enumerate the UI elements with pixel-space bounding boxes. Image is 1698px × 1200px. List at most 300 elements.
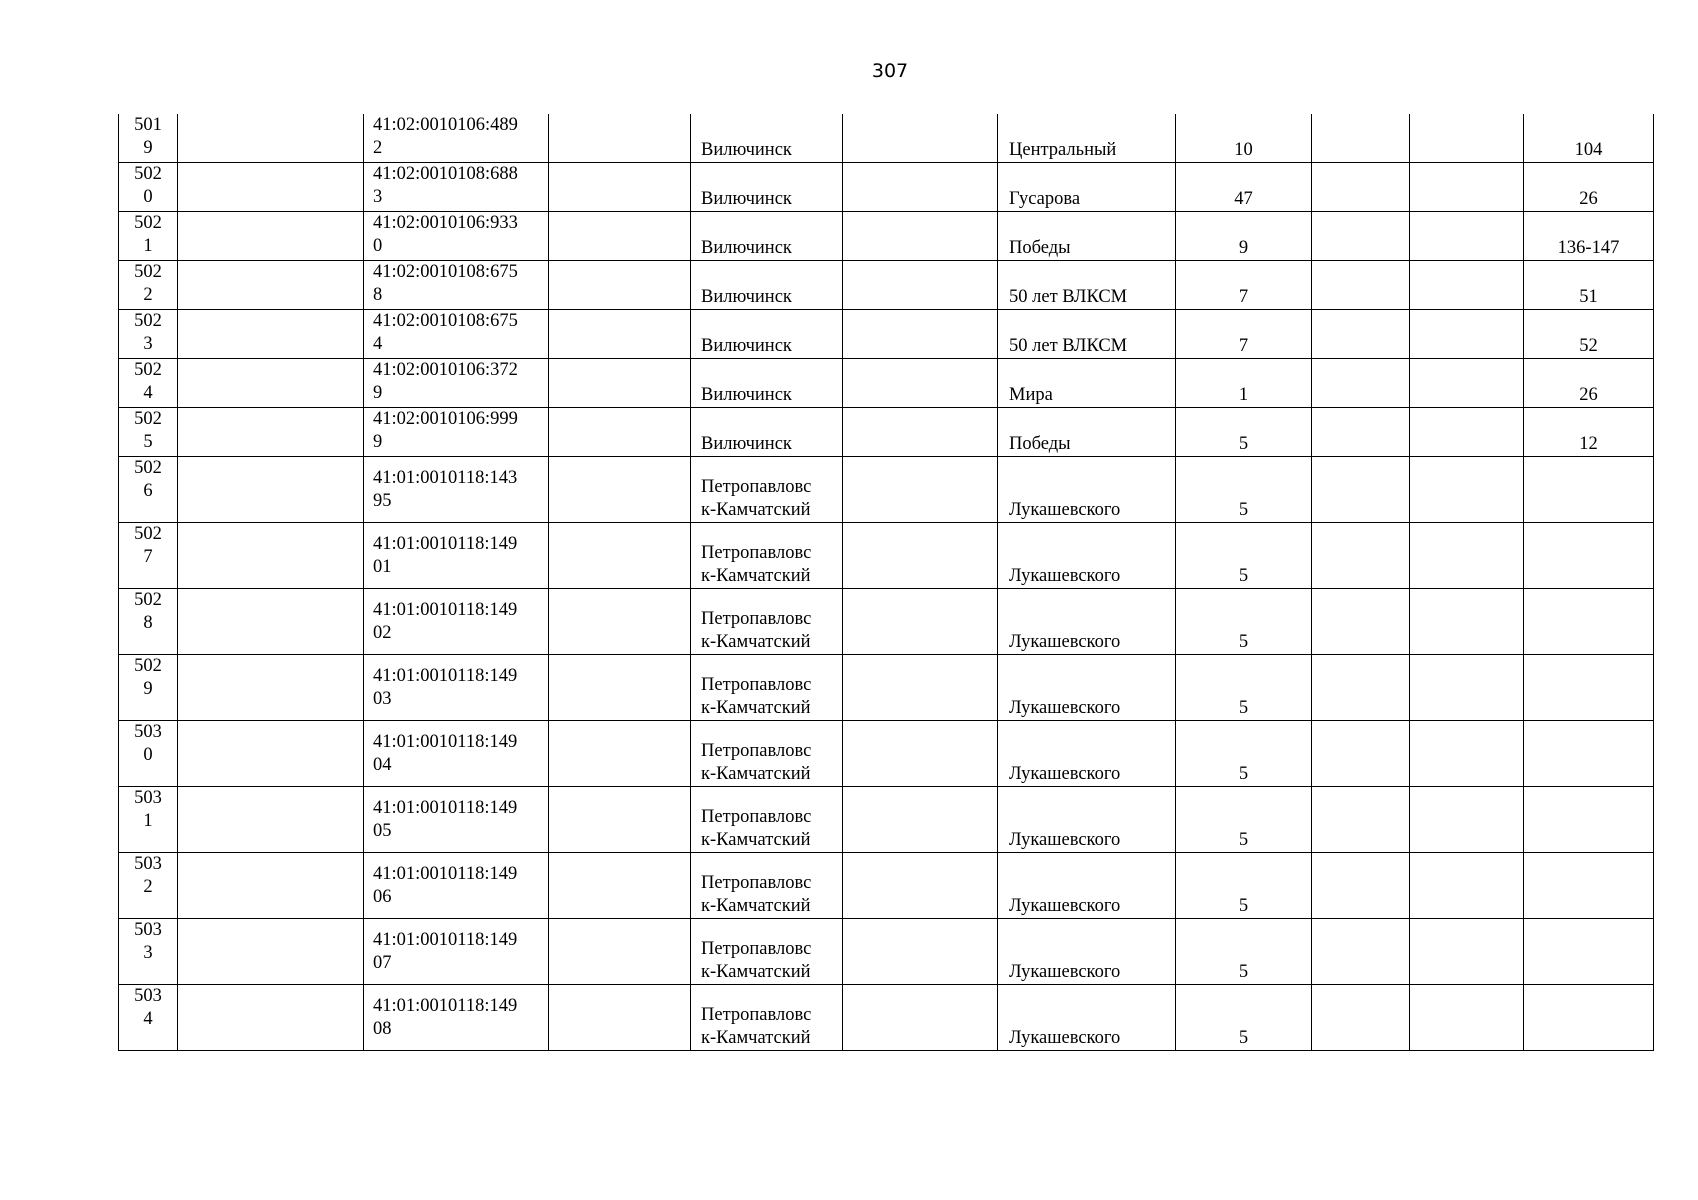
cadastral-number: 41:01:0010118:149 — [373, 599, 518, 620]
row-number: 3 — [143, 334, 153, 354]
row-number-cell — [119, 408, 178, 457]
empty-cell — [1312, 261, 1410, 310]
row-number: 0 — [143, 745, 153, 765]
row-number: 502 — [134, 458, 162, 478]
city-name: к-Камчатский — [701, 1028, 811, 1048]
row-number-cell — [119, 655, 178, 721]
row-number-cell — [119, 919, 178, 985]
empty-cell — [1312, 359, 1410, 408]
cadastral-number-cell — [364, 310, 549, 359]
empty-cell — [178, 589, 364, 655]
house-number: 5 — [1238, 830, 1249, 850]
table-row — [119, 359, 1654, 408]
empty-cell — [178, 114, 364, 163]
street-cell — [998, 359, 1176, 408]
city-name: Петропавловс — [701, 807, 812, 827]
city-name: Вилючинск — [701, 287, 792, 307]
empty-cell — [843, 457, 998, 523]
street-cell — [998, 457, 1176, 523]
empty-cell — [1312, 523, 1410, 589]
empty-cell — [843, 919, 998, 985]
empty-cell — [1312, 163, 1410, 212]
row-number-cell — [119, 261, 178, 310]
city-cell — [691, 408, 843, 457]
empty-cell — [843, 985, 998, 1051]
table-row — [119, 655, 1654, 721]
row-number: 7 — [143, 547, 153, 567]
row-number-cell — [119, 212, 178, 261]
apartment-cell — [1524, 655, 1654, 721]
city-name: Петропавловс — [701, 609, 812, 629]
street-name: Лукашевского — [1009, 500, 1121, 520]
row-number-cell — [119, 359, 178, 408]
table-row — [119, 919, 1654, 985]
city-name: Петропавловс — [701, 1005, 812, 1025]
city-cell — [691, 721, 843, 787]
cadastral-number: 41:01:0010118:149 — [373, 797, 518, 818]
page-number: 307 — [871, 60, 909, 82]
cadastral-number: 41:02:0010106:999 — [373, 409, 518, 429]
empty-cell — [1312, 457, 1410, 523]
cadastral-number: 02 — [373, 622, 392, 643]
empty-cell — [843, 114, 998, 163]
street-cell — [998, 919, 1176, 985]
empty-cell — [1410, 359, 1524, 408]
empty-cell — [178, 853, 364, 919]
street-cell — [998, 261, 1176, 310]
city-cell — [691, 261, 843, 310]
cadastral-number: 41:02:0010106:372 — [373, 360, 518, 380]
city-name: Петропавловс — [701, 675, 812, 695]
cadastral-number: 41:01:0010118:143 — [373, 467, 518, 488]
city-name: к-Камчатский — [701, 698, 811, 718]
city-cell — [691, 853, 843, 919]
city-name: к-Камчатский — [701, 764, 811, 784]
house-number: 5 — [1238, 896, 1249, 916]
city-cell — [691, 212, 843, 261]
empty-cell — [1410, 310, 1524, 359]
street-name: Лукашевского — [1009, 764, 1121, 784]
empty-cell — [1312, 114, 1410, 163]
street-name: Победы — [1009, 434, 1071, 454]
street-name: Мира — [1009, 385, 1053, 405]
cadastral-number: 41:02:0010108:675 — [373, 311, 518, 331]
empty-cell — [549, 655, 691, 721]
house-number: 10 — [1234, 140, 1253, 160]
cadastral-number: 03 — [373, 688, 392, 709]
apartment-cell — [1524, 114, 1654, 163]
empty-cell — [549, 853, 691, 919]
empty-cell — [549, 408, 691, 457]
empty-cell — [843, 163, 998, 212]
row-number: 4 — [143, 1009, 153, 1029]
row-number: 0 — [143, 187, 153, 207]
empty-cell — [843, 261, 998, 310]
cadastral-number: 9 — [373, 383, 383, 403]
apartment-cell — [1524, 310, 1654, 359]
empty-cell — [843, 655, 998, 721]
house-cell — [1176, 457, 1312, 523]
empty-cell — [178, 787, 364, 853]
empty-cell — [178, 721, 364, 787]
empty-cell — [1410, 114, 1524, 163]
apartment-cell — [1524, 261, 1654, 310]
cadastral-number: 9 — [373, 432, 383, 452]
row-number: 502 — [134, 311, 162, 331]
house-cell — [1176, 261, 1312, 310]
row-number: 2 — [143, 285, 153, 305]
city-name: к-Камчатский — [701, 962, 811, 982]
street-name: Лукашевского — [1009, 1028, 1121, 1048]
house-cell — [1176, 853, 1312, 919]
empty-cell — [1410, 163, 1524, 212]
cadastral-number-cell — [364, 655, 549, 721]
apartment-cell — [1524, 853, 1654, 919]
house-number: 5 — [1238, 764, 1249, 784]
house-cell — [1176, 589, 1312, 655]
row-number: 503 — [134, 722, 162, 742]
row-number: 502 — [134, 164, 162, 184]
empty-cell — [1312, 787, 1410, 853]
cadastral-number: 41:02:0010106:489 — [373, 115, 518, 135]
empty-cell — [843, 523, 998, 589]
house-number: 47 — [1234, 189, 1253, 209]
row-number: 503 — [134, 854, 162, 874]
house-cell — [1176, 310, 1312, 359]
empty-cell — [1410, 787, 1524, 853]
registry-table — [118, 114, 1654, 1051]
empty-cell — [178, 985, 364, 1051]
city-cell — [691, 310, 843, 359]
street-cell — [998, 212, 1176, 261]
street-name: 50 лет ВЛКСМ — [1009, 287, 1128, 307]
cadastral-number: 41:01:0010118:149 — [373, 665, 518, 686]
row-number: 503 — [134, 788, 162, 808]
table-row — [119, 457, 1654, 523]
empty-cell — [843, 310, 998, 359]
row-number-cell — [119, 589, 178, 655]
row-number: 9 — [143, 138, 153, 158]
empty-cell — [1410, 853, 1524, 919]
city-cell — [691, 655, 843, 721]
city-name: к-Камчатский — [701, 566, 811, 586]
house-cell — [1176, 163, 1312, 212]
apartment-number: 104 — [1574, 140, 1603, 160]
city-name: Вилючинск — [701, 385, 792, 405]
apartment-cell — [1524, 212, 1654, 261]
city-name: Вилючинск — [701, 336, 792, 356]
apartment-number: 136-147 — [1557, 238, 1620, 258]
street-cell — [998, 787, 1176, 853]
street-name: Лукашевского — [1009, 896, 1121, 916]
city-name: к-Камчатский — [701, 632, 811, 652]
row-number: 502 — [134, 262, 162, 282]
house-number: 1 — [1238, 385, 1249, 405]
empty-cell — [178, 359, 364, 408]
cadastral-number-cell — [364, 261, 549, 310]
table-row — [119, 787, 1654, 853]
row-number: 6 — [143, 481, 153, 501]
apartment-cell — [1524, 721, 1654, 787]
apartment-number: 52 — [1579, 336, 1598, 356]
empty-cell — [1410, 457, 1524, 523]
house-number: 7 — [1238, 336, 1249, 356]
apartment-cell — [1524, 523, 1654, 589]
cadastral-number-cell — [364, 457, 549, 523]
cadastral-number: 0 — [373, 236, 383, 256]
street-name: Гусарова — [1009, 189, 1081, 209]
city-cell — [691, 457, 843, 523]
registry-body — [119, 114, 1654, 1051]
cadastral-number: 41:02:0010108:688 — [373, 164, 518, 184]
empty-cell — [178, 457, 364, 523]
row-number: 4 — [143, 383, 153, 403]
empty-cell — [1312, 853, 1410, 919]
house-cell — [1176, 787, 1312, 853]
apartment-cell — [1524, 919, 1654, 985]
empty-cell — [549, 457, 691, 523]
row-number: 8 — [143, 613, 153, 633]
house-cell — [1176, 359, 1312, 408]
apartment-cell — [1524, 163, 1654, 212]
street-cell — [998, 985, 1176, 1051]
city-cell — [691, 919, 843, 985]
row-number: 2 — [143, 877, 153, 897]
house-cell — [1176, 523, 1312, 589]
row-number: 502 — [134, 360, 162, 380]
city-name: Петропавловс — [701, 873, 812, 893]
city-name: к-Камчатский — [701, 830, 811, 850]
empty-cell — [1312, 985, 1410, 1051]
cadastral-number: 41:01:0010118:149 — [373, 533, 518, 554]
empty-cell — [549, 721, 691, 787]
row-number: 9 — [143, 679, 153, 699]
empty-cell — [1312, 721, 1410, 787]
empty-cell — [1410, 408, 1524, 457]
house-cell — [1176, 408, 1312, 457]
street-cell — [998, 589, 1176, 655]
city-name: Петропавловс — [701, 543, 812, 563]
cadastral-number: 01 — [373, 556, 392, 577]
house-number: 5 — [1238, 434, 1249, 454]
cadastral-number: 06 — [373, 886, 392, 907]
row-number-cell — [119, 523, 178, 589]
cadastral-number: 8 — [373, 285, 383, 305]
empty-cell — [1410, 655, 1524, 721]
cadastral-number-cell — [364, 523, 549, 589]
house-number: 5 — [1238, 566, 1249, 586]
apartment-number: 12 — [1579, 434, 1598, 454]
city-name: Петропавловс — [701, 939, 812, 959]
house-number: 5 — [1238, 1028, 1249, 1048]
row-number-cell — [119, 721, 178, 787]
row-number: 503 — [134, 920, 162, 940]
street-name: Центральный — [1009, 140, 1117, 160]
house-number: 7 — [1238, 287, 1249, 307]
empty-cell — [1312, 655, 1410, 721]
street-name: Лукашевского — [1009, 632, 1121, 652]
row-number: 501 — [134, 115, 162, 135]
city-cell — [691, 787, 843, 853]
cadastral-number-cell — [364, 163, 549, 212]
city-name: Петропавловс — [701, 741, 812, 761]
city-name: Вилючинск — [701, 189, 792, 209]
empty-cell — [178, 523, 364, 589]
row-number: 502 — [134, 656, 162, 676]
cadastral-number: 41:01:0010118:149 — [373, 731, 518, 752]
cadastral-number: 41:01:0010118:149 — [373, 863, 518, 884]
cadastral-number: 41:01:0010118:149 — [373, 995, 518, 1016]
house-cell — [1176, 114, 1312, 163]
cadastral-number: 4 — [373, 334, 383, 354]
cadastral-number-cell — [364, 721, 549, 787]
street-cell — [998, 408, 1176, 457]
city-cell — [691, 589, 843, 655]
table-row — [119, 721, 1654, 787]
city-cell — [691, 985, 843, 1051]
cadastral-number-cell — [364, 985, 549, 1051]
row-number-cell — [119, 114, 178, 163]
cadastral-number: 04 — [373, 754, 392, 775]
empty-cell — [178, 163, 364, 212]
empty-cell — [843, 589, 998, 655]
city-name: Вилючинск — [701, 238, 792, 258]
empty-cell — [549, 212, 691, 261]
cadastral-number: 2 — [373, 138, 383, 158]
cadastral-number-cell — [364, 114, 549, 163]
cadastral-number: 05 — [373, 820, 392, 841]
empty-cell — [843, 359, 998, 408]
street-name: Лукашевского — [1009, 830, 1121, 850]
cadastral-number-cell — [364, 212, 549, 261]
cadastral-number: 41:02:0010106:933 — [373, 213, 518, 233]
table-row — [119, 163, 1654, 212]
street-cell — [998, 655, 1176, 721]
street-cell — [998, 163, 1176, 212]
city-name: Вилючинск — [701, 140, 792, 160]
empty-cell — [1410, 721, 1524, 787]
house-number: 5 — [1238, 500, 1249, 520]
street-cell — [998, 721, 1176, 787]
empty-cell — [549, 310, 691, 359]
cadastral-number: 07 — [373, 952, 392, 973]
city-cell — [691, 523, 843, 589]
row-number-cell — [119, 985, 178, 1051]
apartment-number: 26 — [1579, 189, 1598, 209]
empty-cell — [178, 919, 364, 985]
empty-cell — [843, 787, 998, 853]
empty-cell — [549, 114, 691, 163]
empty-cell — [549, 787, 691, 853]
cadastral-number-cell — [364, 853, 549, 919]
empty-cell — [549, 523, 691, 589]
empty-cell — [1312, 919, 1410, 985]
cadastral-number-cell — [364, 919, 549, 985]
house-cell — [1176, 919, 1312, 985]
empty-cell — [549, 261, 691, 310]
empty-cell — [1312, 310, 1410, 359]
cadastral-number: 08 — [373, 1018, 392, 1039]
row-number-cell — [119, 787, 178, 853]
house-number: 5 — [1238, 962, 1249, 982]
street-cell — [998, 114, 1176, 163]
table-row — [119, 114, 1654, 163]
row-number-cell — [119, 310, 178, 359]
row-number: 502 — [134, 590, 162, 610]
house-number: 5 — [1238, 632, 1249, 652]
city-cell — [691, 114, 843, 163]
cadastral-number-cell — [364, 787, 549, 853]
row-number: 502 — [134, 409, 162, 429]
row-number: 3 — [143, 943, 153, 963]
empty-cell — [178, 408, 364, 457]
row-number-cell — [119, 457, 178, 523]
cadastral-number-cell — [364, 589, 549, 655]
street-name: 50 лет ВЛКСМ — [1009, 336, 1128, 356]
empty-cell — [178, 655, 364, 721]
empty-cell — [843, 212, 998, 261]
empty-cell — [1410, 523, 1524, 589]
empty-cell — [549, 589, 691, 655]
empty-cell — [1410, 261, 1524, 310]
city-name: к-Камчатский — [701, 500, 811, 520]
house-cell — [1176, 985, 1312, 1051]
apartment-cell — [1524, 787, 1654, 853]
street-name: Лукашевского — [1009, 698, 1121, 718]
row-number: 502 — [134, 213, 162, 233]
empty-cell — [1410, 919, 1524, 985]
house-cell — [1176, 721, 1312, 787]
empty-cell — [178, 310, 364, 359]
street-cell — [998, 310, 1176, 359]
house-number: 5 — [1238, 698, 1249, 718]
cadastral-number-cell — [364, 359, 549, 408]
row-number: 502 — [134, 524, 162, 544]
empty-cell — [843, 721, 998, 787]
row-number: 5 — [143, 432, 153, 452]
cadastral-number-cell — [364, 408, 549, 457]
empty-cell — [843, 853, 998, 919]
apartment-cell — [1524, 408, 1654, 457]
empty-cell — [1410, 589, 1524, 655]
house-cell — [1176, 655, 1312, 721]
table-row — [119, 408, 1654, 457]
apartment-cell — [1524, 457, 1654, 523]
table-row — [119, 589, 1654, 655]
table-row — [119, 212, 1654, 261]
empty-cell — [1312, 408, 1410, 457]
apartment-cell — [1524, 589, 1654, 655]
empty-cell — [1312, 589, 1410, 655]
city-cell — [691, 359, 843, 408]
row-number: 1 — [143, 811, 153, 831]
empty-cell — [843, 408, 998, 457]
empty-cell — [549, 985, 691, 1051]
row-number-cell — [119, 853, 178, 919]
row-number: 503 — [134, 986, 162, 1006]
street-cell — [998, 853, 1176, 919]
table-row — [119, 853, 1654, 919]
apartment-number: 26 — [1579, 385, 1598, 405]
city-cell — [691, 163, 843, 212]
empty-cell — [549, 359, 691, 408]
empty-cell — [178, 261, 364, 310]
table-row — [119, 310, 1654, 359]
city-name: к-Камчатский — [701, 896, 811, 916]
empty-cell — [1410, 985, 1524, 1051]
apartment-cell — [1524, 985, 1654, 1051]
table-row — [119, 261, 1654, 310]
